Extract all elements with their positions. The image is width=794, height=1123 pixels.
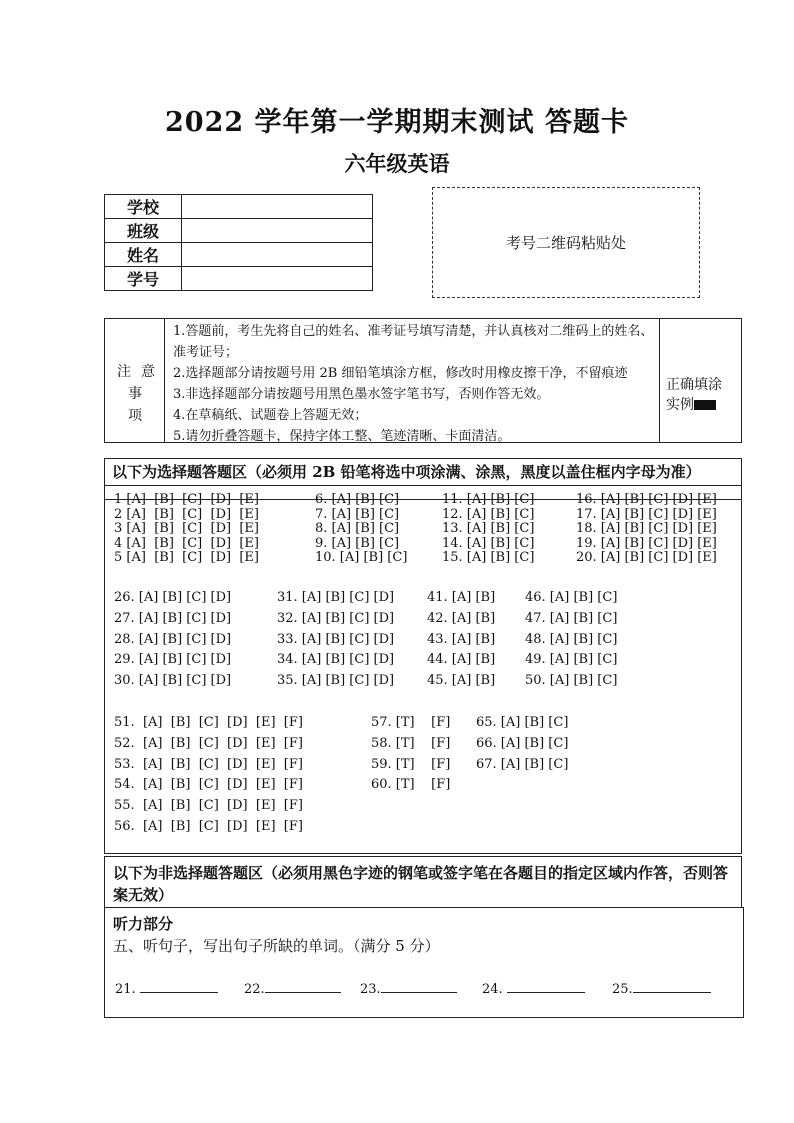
answer-row[interactable]: 58. [T] [F]	[371, 735, 451, 751]
answer-row[interactable]: 48. [A] [B] [C]	[525, 631, 618, 647]
class-field[interactable]	[182, 219, 373, 243]
answer-row[interactable]: 26. [A] [B] [C] [D]	[114, 590, 232, 605]
question-5-title: 五、听句子，写出句子所缺的单词。（满分 5 分）	[113, 937, 440, 955]
answer-row[interactable]: 47. [A] [B] [C]	[525, 610, 618, 626]
mc-header: 以下为选择题答题区（必须用 2B 铅笔将选中项涂满、涂黑，黑度以盖住框内字母为准）	[112, 463, 701, 481]
answer-row[interactable]: 50. [A] [B] [C]	[525, 673, 618, 689]
qr-label: 考号二维码粘贴处	[505, 234, 626, 252]
correct-fill-label2: 实例	[666, 397, 694, 413]
class-label: 班级	[105, 219, 182, 243]
answer-row[interactable]: 18. [A] [B] [C] [D] [E]	[576, 521, 717, 536]
answer-row[interactable]: 55. [A] [B] [C] [D] [E] [F]	[114, 798, 303, 814]
answer-row[interactable]: 31. [A] [B] [C] [D]	[277, 590, 395, 605]
answer-row[interactable]: 66. [A] [B] [C]	[476, 735, 569, 751]
nonchoice-header: 以下为非选择题答题区（必须用黑色字迹的钢笔或签字笔在各题目的指定区域内作答，否则答案无效）	[104, 856, 742, 908]
answer-row[interactable]: 33. [A] [B] [C] [D]	[277, 631, 395, 647]
notice-item: 2.选择题部分请按题号用 2B 细铅笔填涂方框，修改时用橡皮擦干净，不留痕迹	[173, 366, 628, 381]
answer-row[interactable]: 54. [A] [B] [C] [D] [E] [F]	[114, 777, 303, 793]
nonchoice-section	[104, 907, 744, 1018]
answer-row[interactable]: 15. [A] [B] [C]	[442, 550, 535, 565]
answer-row[interactable]: 53. [A] [B] [C] [D] [E] [F]	[114, 756, 303, 772]
answer-row[interactable]: 27. [A] [B] [C] [D]	[114, 610, 232, 626]
notice-item: 5.请勿折叠答题卡，保持字体工整、笔迹清晰、卡面清洁。	[173, 429, 511, 444]
answer-row[interactable]: 49. [A] [B] [C]	[525, 652, 618, 668]
answer-row[interactable]: 35. [A] [B] [C] [D]	[277, 673, 395, 689]
student-info-table	[104, 194, 373, 291]
notice-item: 4.在草稿纸、试题卷上答题无效；	[173, 408, 368, 423]
correct-fill-label: 正确填涂	[666, 377, 722, 393]
answer-row[interactable]: 52. [A] [B] [C] [D] [E] [F]	[114, 735, 303, 751]
notice-item: 3.非选择题部分请按题号用黑色墨水签字笔书写，否则作答无效。	[173, 387, 550, 402]
answer-row[interactable]: 32. [A] [B] [C] [D]	[277, 610, 395, 626]
name-label: 姓名	[105, 243, 182, 267]
school-field[interactable]	[182, 195, 373, 219]
answer-row[interactable]: 60. [T] [F]	[371, 777, 451, 793]
filled-box-sample	[694, 400, 716, 410]
student-id-label: 学号	[105, 267, 182, 291]
answer-row[interactable]: 14. [A] [B] [C]	[442, 535, 535, 551]
answer-row[interactable]: 57. [T] [F]	[371, 715, 451, 730]
answer-row[interactable]: 42. [A] [B]	[427, 610, 496, 626]
answer-row[interactable]: 12. [A] [B] [C]	[442, 506, 535, 522]
notice-item: 1.答题前，考生先将自己的姓名、准考证号填写清楚，并认真核对二维码上的姓名、准考证号；	[173, 324, 654, 360]
answer-row[interactable]: 65. [A] [B] [C]	[476, 715, 569, 730]
answer-row[interactable]: 67. [A] [B] [C]	[476, 756, 569, 772]
answer-row[interactable]: 28. [A] [B] [C] [D]	[114, 631, 232, 647]
page-title: 2022 学年第一学期期末测试 答题卡	[165, 107, 629, 138]
answer-blank-23[interactable]: 23.	[360, 978, 457, 997]
name-field[interactable]	[182, 243, 373, 267]
answer-blank-25[interactable]: 25.	[612, 978, 711, 997]
answer-row[interactable]: 5 [A] [B] [C] [D] [E]	[114, 550, 259, 565]
answer-blank-24[interactable]: 24.	[482, 978, 585, 997]
answer-row[interactable]: 34. [A] [B] [C] [D]	[277, 652, 395, 668]
answer-row[interactable]: 56. [A] [B] [C] [D] [E] [F]	[114, 819, 303, 834]
answer-blank-21[interactable]: 21.	[115, 978, 218, 997]
correct-fill-example	[659, 319, 741, 442]
answer-row[interactable]: 16. [A] [B] [C] [D] [E]	[576, 492, 717, 507]
school-label: 学校	[105, 195, 182, 219]
answer-row[interactable]: 59. [T] [F]	[371, 756, 451, 772]
answer-row[interactable]: 6. [A] [B] [C]	[315, 492, 400, 507]
qr-code-area	[432, 187, 700, 298]
listening-section-title: 听力部分	[113, 915, 174, 933]
answer-row[interactable]: 19. [A] [B] [C] [D] [E]	[576, 535, 717, 551]
answer-row[interactable]: 20. [A] [B] [C] [D] [E]	[576, 550, 717, 565]
answer-row[interactable]: 29. [A] [B] [C] [D]	[114, 652, 232, 668]
answer-row[interactable]: 51. [A] [B] [C] [D] [E] [F]	[114, 715, 303, 730]
notice-char: 意	[141, 364, 155, 380]
answer-row[interactable]: 2 [A] [B] [C] [D] [E]	[114, 506, 259, 522]
answer-row[interactable]: 17. [A] [B] [C] [D] [E]	[576, 506, 717, 522]
answer-row[interactable]: 45. [A] [B]	[427, 673, 496, 689]
answer-row[interactable]: 4 [A] [B] [C] [D] [E]	[114, 535, 259, 551]
answer-row[interactable]: 44. [A] [B]	[427, 652, 496, 668]
answer-row[interactable]: 43. [A] [B]	[427, 631, 496, 647]
answer-row[interactable]: 46. [A] [B] [C]	[525, 590, 618, 605]
answer-row[interactable]: 41. [A] [B]	[427, 590, 496, 605]
answer-row[interactable]: 10. [A] [B] [C]	[315, 550, 408, 565]
notice-char: 项	[128, 408, 142, 424]
answer-row[interactable]: 30. [A] [B] [C] [D]	[114, 673, 232, 689]
answer-row[interactable]: 7. [A] [B] [C]	[315, 506, 400, 522]
notice-box	[104, 318, 742, 443]
answer-row[interactable]: 3 [A] [B] [C] [D] [E]	[114, 521, 259, 536]
answer-row[interactable]: 13. [A] [B] [C]	[442, 521, 535, 536]
answer-row[interactable]: 11. [A] [B] [C]	[442, 492, 535, 507]
answer-blank-22[interactable]: 22.	[244, 978, 341, 997]
answer-row[interactable]: 8. [A] [B] [C]	[315, 521, 400, 536]
answer-row[interactable]: 1 [A] [B] [C] [D] [E]	[114, 492, 259, 507]
page-subtitle: 六年级英语	[344, 151, 450, 176]
notice-char: 注	[117, 364, 131, 380]
notice-list	[173, 321, 659, 447]
notice-char: 事	[128, 386, 142, 402]
answer-row[interactable]: 9. [A] [B] [C]	[315, 535, 400, 551]
student-id-field[interactable]	[182, 267, 373, 291]
notice-label	[105, 319, 165, 442]
